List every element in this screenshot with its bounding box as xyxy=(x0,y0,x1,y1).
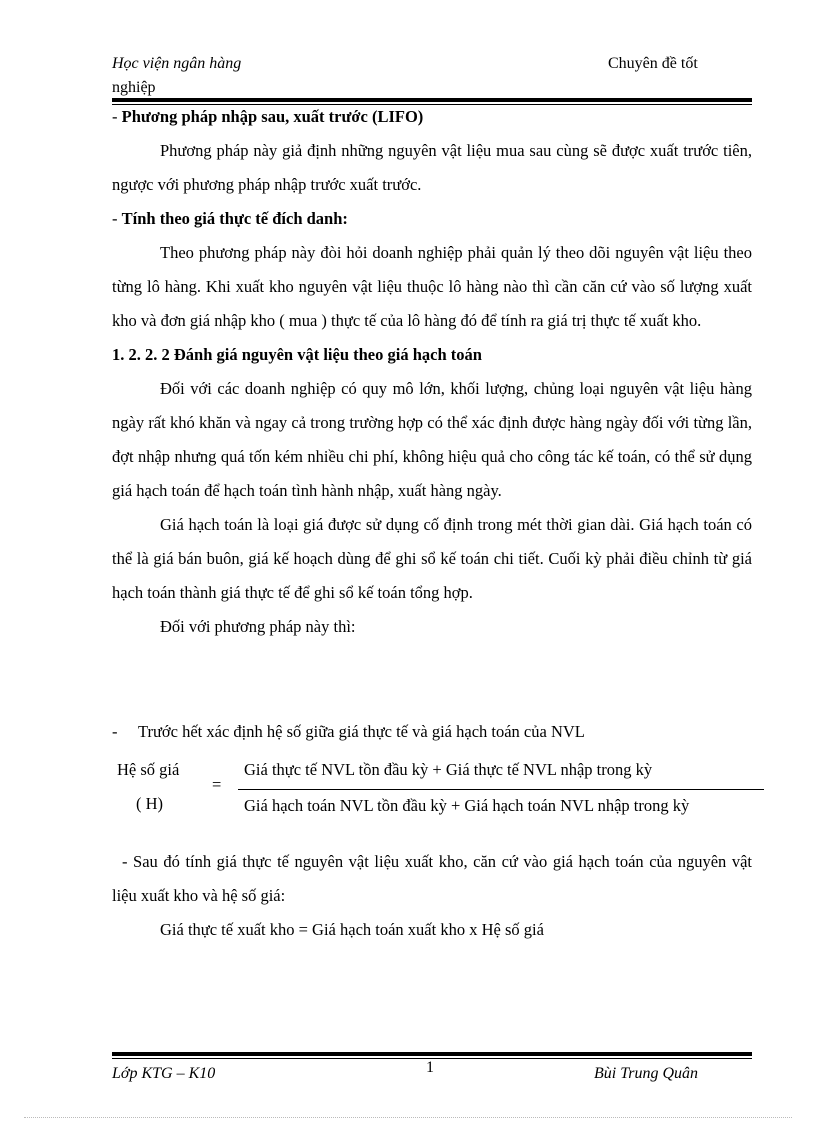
lifo-heading-dash: - xyxy=(112,107,122,126)
lifo-heading-text: Phương pháp nhập sau, xuất trước (LIFO) xyxy=(121,107,424,126)
formula-equals: = xyxy=(212,775,222,794)
formula-label: Hệ số giá xyxy=(117,760,180,779)
formula-denominator: Giá hạch toán NVL tồn đầu kỳ + Giá hạch toán NVL nhập trong kỳ xyxy=(244,796,690,815)
header-left-line2: nghiệp xyxy=(112,79,156,96)
footer-left: Lớp KTG – K10 xyxy=(112,1065,216,1082)
final-formula: Giá thực tế xuất kho = Giá hạch toán xuất kho x Hệ số giá xyxy=(160,920,544,939)
fraction-line xyxy=(238,789,764,790)
specific-heading-text: Tính theo giá thực tế đích danh: xyxy=(121,209,348,228)
footer-rule-thick xyxy=(112,1052,752,1056)
section-heading: 1. 2. 2. 2 Đánh giá nguyên vật liệu theo giá hạch toán xyxy=(112,345,482,364)
formula-numerator: Giá thực tế NVL tồn đầu kỳ + Giá thực tế NVL nhập trong kỳ xyxy=(244,760,653,779)
paragraph-1: Đối với các doanh nghiệp có quy mô lớn, khối lượng, chủng loại nguyên vật liệu hàng ngày rất khó khăn và ngay cả trong trường hợp có thể xác định được hàng ngày đối với từng lần, đợt nhập nhưng quá tốn kém nhiều chi phí, không hiệu quả cho công tác kế toán, có thể sử dụng giá hạch toán để hạch toán tình hành nhập, xuất hàng ngày. xyxy=(112,379,752,500)
header-left-line1: Học viện ngân hàng xyxy=(112,55,242,72)
lifo-heading xyxy=(112,100,752,134)
formula-label-symbol: ( H) xyxy=(136,794,164,813)
specific-paragraph: Theo phương pháp này đòi hỏi doanh nghiệp phải quản lý theo dõi nguyên vật liệu theo từng lô hàng. Khi xuất kho nguyên vật liệu thuộc lô hàng nào thì cần căn cứ vào số lượng xuất kho và đơn giá nhập kho ( mua ) thực tế của lô hàng đó để tính ra giá trị thực tế xuất kho. xyxy=(112,243,752,330)
after-formula-block xyxy=(112,845,752,947)
bullet-dash: - xyxy=(112,722,118,741)
paragraph-2: Giá hạch toán là loại giá được sử dụng cố định trong mét thời gian dài. Giá hạch toán có thể là giá bán buôn, giá kế hoạch dùng để ghi sổ kế toán chi tiết. Cuối kỳ phải điều chỉnh từ giá hạch toán thành giá thực tế để ghi sổ kế toán tổng hợp. xyxy=(112,515,752,602)
paragraph-3: Đối với phương pháp này thì: xyxy=(160,617,356,636)
bullet-text: Trước hết xác định hệ số giữa giá thực tế và giá hạch toán của NVL xyxy=(138,722,585,741)
specific-heading-dash: - xyxy=(112,209,122,228)
header-right: Chuyên đề tốt xyxy=(608,55,698,72)
footer-right: Bùi Trung Quân xyxy=(594,1065,699,1082)
after-formula-paragraph: - Sau đó tính giá thực tế nguyên vật liệu xuất kho, căn cứ vào giá hạch toán của nguyên vật liệu xuất kho và hệ số giá: xyxy=(112,852,752,905)
body-content xyxy=(112,100,752,644)
lifo-paragraph: Phương pháp này giả định những nguyên vật liệu mua sau cùng sẽ được xuất trước tiên, ngược với phương pháp nhập trước xuất trước. xyxy=(112,141,752,194)
specific-heading xyxy=(112,202,752,236)
page-number: 1 xyxy=(426,1059,434,1076)
page-bottom-dotted-border xyxy=(24,1117,792,1118)
